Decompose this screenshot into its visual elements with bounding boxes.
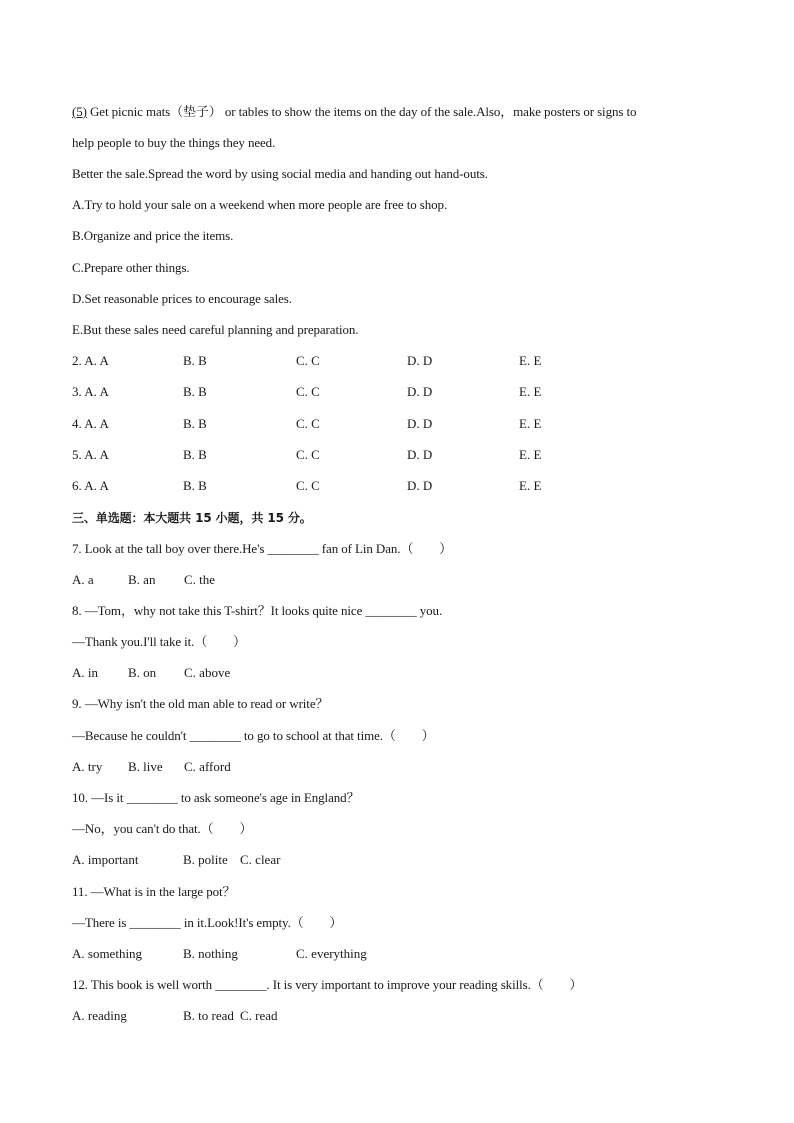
q10-option-c: C. clear	[240, 852, 281, 867]
q8-option-c: C. above	[184, 665, 231, 680]
answer-row-3	[0, 384, 794, 400]
answer-choice: B. B	[183, 353, 207, 368]
answer-choice: E. E	[519, 384, 542, 399]
answer-choice: 5. A. A	[72, 447, 109, 462]
q12-option-b: B. to read	[183, 1008, 234, 1023]
q9-option-c: C. afford	[184, 759, 231, 774]
q7-option-b: B. an	[128, 572, 156, 587]
q10-option-b: B. polite	[183, 852, 228, 867]
answer-choice: C. C	[296, 384, 320, 399]
q7-option-a: A. a	[72, 572, 94, 587]
answer-choice: E. E	[519, 447, 542, 462]
option-e: E.But these sales need careful planning and preparation.	[72, 322, 359, 337]
answer-row-5	[0, 447, 794, 463]
question-8-reply: —Thank you.I'll take it.（ ）	[72, 634, 246, 649]
option-b: B.Organize and price the items.	[72, 228, 234, 243]
answer-choice: 6. A. A	[72, 478, 109, 493]
passage-better-the-sale: Better the sale.Spread the word by using social media and handing out hand-outs.	[72, 166, 488, 181]
answer-choice: 4. A. A	[72, 416, 109, 431]
section-3-heading: 三、单选题：本大题共 15 小题，共 15 分。	[72, 511, 312, 525]
question-11-reply: —There is ________ in it.Look!It's empty.（ ）	[72, 915, 343, 930]
question-8-stem: 8. —Tom，why not take this T-shirt？It looks quite nice ________ you.	[72, 603, 443, 618]
answer-choice: D. D	[407, 478, 433, 493]
option-a: A.Try to hold your sale on a weekend when more people are free to shop.	[72, 197, 448, 212]
question-7-stem: 7. Look at the tall boy over there.He's ________ fan of Lin Dan.（ ）	[72, 541, 453, 556]
passage-item-5	[72, 104, 636, 120]
q11-option-a: A. something	[72, 946, 143, 961]
item-5-text: Get picnic mats（垫子） or tables to show the items on the day of the sale.Also，make posters or signs to	[86, 104, 637, 119]
answer-choice: B. B	[183, 416, 207, 431]
question-12-stem: 12. This book is well worth ________. It is very important to improve your reading skills.（ ）	[72, 977, 583, 992]
answer-choice: C. C	[296, 447, 320, 462]
answer-choice: D. D	[407, 447, 433, 462]
option-c: C.Prepare other things.	[72, 260, 190, 275]
option-d: D.Set reasonable prices to encourage sales.	[72, 291, 292, 306]
answer-choice: D. D	[407, 353, 433, 368]
answer-row-4	[0, 416, 794, 432]
question-10-stem: 10. —Is it ________ to ask someone's age in England？	[72, 790, 360, 805]
answer-row-2	[0, 353, 794, 369]
q11-option-b: B. nothing	[183, 946, 238, 961]
answer-choice: B. B	[183, 478, 207, 493]
answer-choice: D. D	[407, 416, 433, 431]
answer-choice: 2. A. A	[72, 353, 109, 368]
q9-option-b: B. live	[128, 759, 163, 774]
question-9-reply: —Because he couldn't ________ to go to school at that time.（ ）	[72, 728, 435, 743]
q8-option-b: B. on	[128, 665, 157, 680]
answer-choice: E. E	[519, 353, 542, 368]
q12-option-c: C. read	[240, 1008, 278, 1023]
answer-choice: C. C	[296, 353, 320, 368]
q10-option-a: A. important	[72, 852, 139, 867]
q9-option-a: A. try	[72, 759, 103, 774]
passage-item-5-continued: help people to buy the things they need.	[72, 135, 276, 150]
q12-option-a: A. reading	[72, 1008, 127, 1023]
item-5-number: (5)	[72, 104, 87, 119]
answer-choice: 3. A. A	[72, 384, 109, 399]
answer-choice: C. C	[296, 416, 320, 431]
q7-option-c: C. the	[184, 572, 216, 587]
answer-row-6	[0, 478, 794, 494]
answer-choice: B. B	[183, 384, 207, 399]
q11-option-c: C. everything	[296, 946, 367, 961]
question-9-stem: 9. —Why isn't the old man able to read or write？	[72, 696, 329, 711]
answer-choice: B. B	[183, 447, 207, 462]
answer-choice: D. D	[407, 384, 433, 399]
answer-choice: E. E	[519, 416, 542, 431]
answer-choice: C. C	[296, 478, 320, 493]
question-10-reply: —No，you can't do that.（ ）	[72, 821, 253, 836]
q8-option-a: A. in	[72, 665, 98, 680]
question-11-stem: 11. —What is in the large pot？	[72, 884, 236, 899]
answer-choice: E. E	[519, 478, 542, 493]
